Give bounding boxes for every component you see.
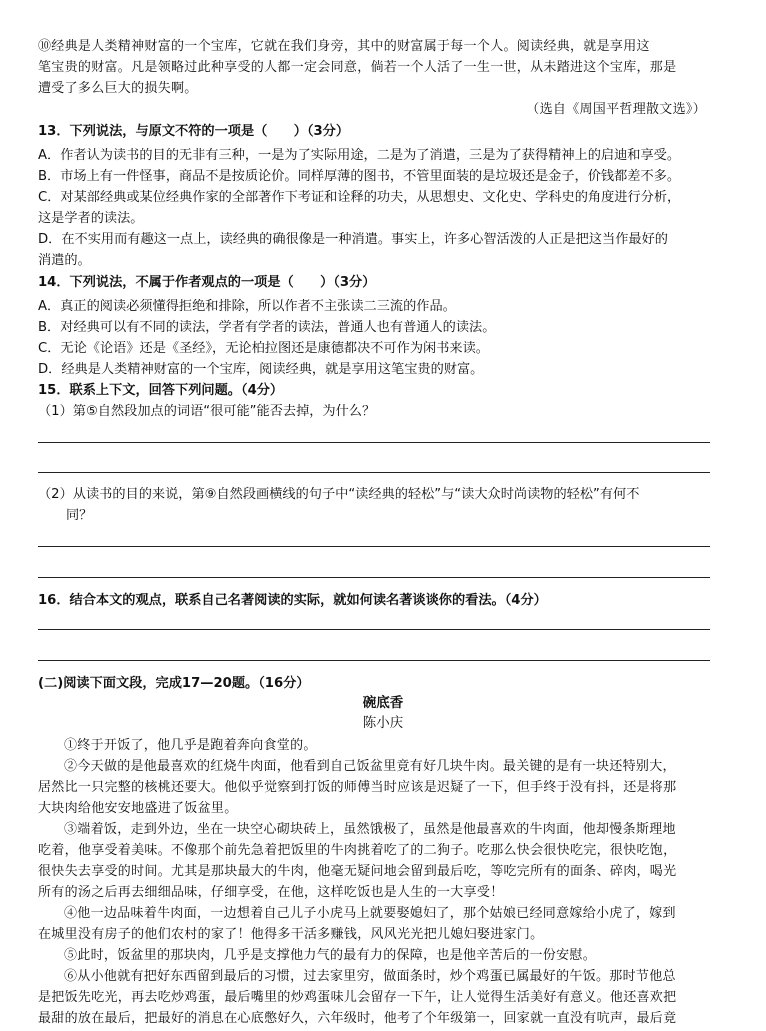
story-para-3-line1: ③端着饭，走到外边，坐在一块空心砌块砖上，虽然饿极了，虽然是他最喜欢的牛肉面，他却慢条斯理地 [64, 822, 676, 837]
story-para-4-line1: ④他一边品味着牛肉面，一边想着自己儿子小虎马上就要娶媳妇了，那个姑娘已经同意嫁给小虎了，嫁到 [64, 906, 676, 921]
q13-option-b: B．市场上有一件怪事，商品不是按质论价。同样厚薄的图书，不管里面装的是垃圾还是金子，价钱都差不多。 [38, 169, 681, 184]
story-para-4-line2: 在城里没有房子的他们农村的家了！他得多干活多赚钱，风风光光把儿媳妇娶进家门。 [38, 927, 544, 942]
story-para-6-line3: 最甜的放在最后，把最好的消息在心底憋好久，六年级时，他考了个年级第一，回家就一直没有吭声，最后竟 [38, 1011, 677, 1026]
source-citation: （选自《周国平哲理散文选》） [526, 102, 706, 117]
answer-line-1[interactable] [38, 442, 710, 443]
q15-stem: 15．联系上下文，回答下列问题。（4分） [38, 383, 284, 398]
story-para-3-line4: 所有的汤之后再去细细品味，仔细享受，在他，这样吃饭也是人生的一大享受！ [38, 885, 504, 900]
story-para-6-line1: ⑥从小他就有把好东西留到最后的习惯，过去家里穷，做面条时，炒个鸡蛋已属最好的午饭。那时节他总 [64, 969, 676, 984]
story-para-2-line1: ②今天做的是他最喜欢的红烧牛肉面，他看到自己饭盆里竟有好几块牛肉。最关键的是有一块还特别大， [64, 759, 676, 774]
q13-option-d-cont: 消遣的。 [38, 253, 91, 268]
story-para-6-line2: 是把饭先吃光，再去吃炒鸡蛋，最后嘴里的炒鸡蛋味儿会留存一下午，让人觉得生活美好有意义。他还喜欢把 [38, 990, 677, 1005]
q14-option-b: B．对经典可以有不同的读法，学者有学者的读法，普通人也有普通人的读法。 [38, 320, 496, 335]
q13-option-c: C．对某部经典或某位经典作家的全部著作下考证和诠释的功夫，从思想史、文化史、学科史的角度进行分析， [38, 190, 681, 205]
story-para-2-line3: 大块肉给他安安地盛进了饭盆里。 [38, 801, 238, 816]
q14-option-c: C．无论《论语》还是《圣经》，无论柏拉图还是康德都决不可作为闲书来读。 [38, 341, 489, 356]
para10-line3: 遭受了多么巨大的损失啊。 [38, 81, 198, 96]
q15-sub2: （2）从读书的目的来说，第⑨自然段画横线的句子中“读经典的轻松”与“读大众时尚读物的轻松”有何不 [38, 487, 640, 502]
q13-option-c-cont: 这是学者的读法。 [38, 211, 144, 226]
q14-stem: 14．下列说法，不属于作者观点的一项是（ ）（3分） [38, 275, 376, 290]
q13-stem: 13．下列说法，与原文不符的一项是（ ）（3分） [38, 124, 350, 139]
answer-line-6[interactable] [38, 660, 710, 661]
para10-line1: ⑩经典是人类精神财富的一个宝库，它就在我们身旁，其中的财富属于每一个人。阅读经典，就是享用这 [38, 39, 650, 54]
q14-option-a: A．真正的阅读必须懂得拒绝和排除，所以作者不主张读二三流的作品。 [38, 299, 456, 314]
story-para-1: ①终于开饭了，他几乎是跑着奔向食堂的。 [64, 738, 317, 753]
article-title: 碗底香 [362, 695, 404, 711]
q13-option-d: D．在不实用而有趣这一点上，读经典的确很像是一种消遣。事实上，许多心智活泼的人正是把这当作最好的 [38, 232, 668, 247]
q13-option-a: A．作者认为读书的目的无非有三种，一是为了实际用途，二是为了消遣，三是为了获得精神上的启迪和享受。 [38, 148, 681, 163]
answer-line-3[interactable] [38, 546, 710, 547]
answer-line-5[interactable] [38, 629, 710, 630]
article-author: 陈小庆 [362, 715, 404, 731]
story-para-3-line2: 吃着，他享受着美味。不像那个前先急着把饭里的牛肉挑着吃了的二狗子。吃那么快会很快吃完，很快吃饱， [38, 843, 677, 858]
q16-stem: 16．结合本文的观点，联系自己名著阅读的实际，就如何读名著谈谈你的看法。（4分） [38, 593, 547, 608]
q15-sub1: （1）第⑤自然段加点的词语“很可能”能否去掉，为什么？ [38, 404, 376, 419]
section2-heading: (二)阅读下面文段，完成17—20题。（16分） [38, 676, 310, 691]
story-para-2-line2: 居然比一只完整的核桃还要大。他似乎觉察到打饭的师傅当时应该是迟疑了一下，但手终于没有抖，还是将那 [38, 780, 677, 795]
story-para-5: ⑤此时，饭盆里的那块肉，几乎是支撑他力气的最有力的保障，也是他辛苦后的一份安慰。 [64, 948, 597, 963]
story-para-3-line3: 很快失去享受的时间。尤其是那块最大的牛肉，他毫无疑问地会留到最后吃，等吃完所有的面条、碎肉，喝光 [38, 864, 677, 879]
answer-line-2[interactable] [38, 472, 710, 473]
para10-line2: 笔宝贵的财富。凡是领略过此种享受的人都一定会同意，倘若一个人活了一生一世，从未踏进这个宝库，那是 [38, 60, 677, 75]
q14-option-d: D．经典是人类精神财富的一个宝库，阅读经典，就是享用这笔宝贵的财富。 [38, 362, 484, 377]
answer-line-4[interactable] [38, 577, 710, 578]
q15-sub2-cont: 同？ [66, 508, 93, 523]
